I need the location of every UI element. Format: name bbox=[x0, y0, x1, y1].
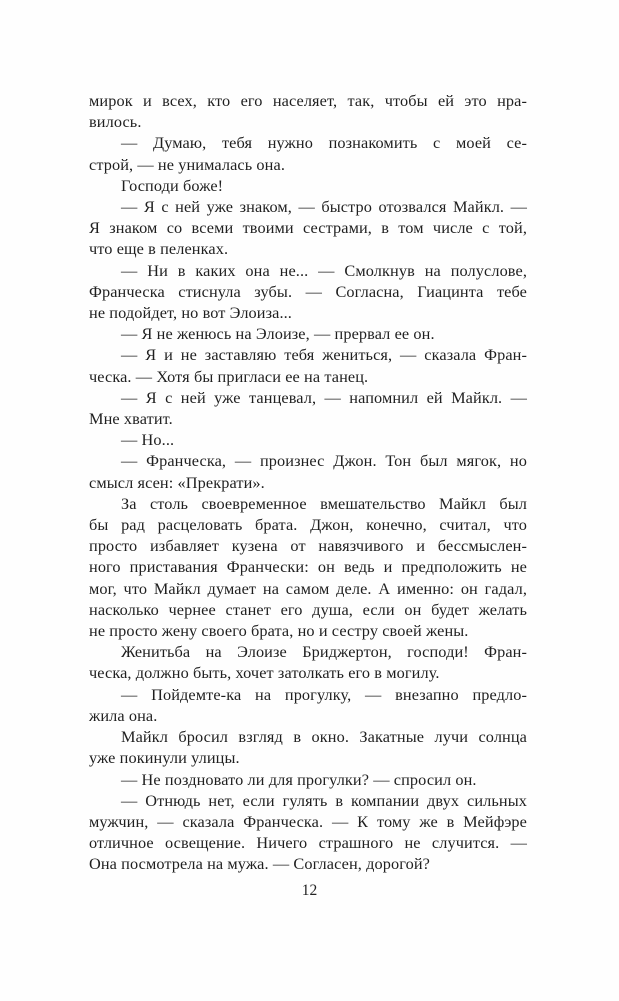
text-line: За столь своевременное вмешательство Майкл был bbox=[121, 493, 527, 513]
paragraph bbox=[89, 260, 527, 324]
text-line: Господи боже! bbox=[121, 175, 224, 195]
text-line: не просто жену своего брата, но и сестру своей жены. bbox=[89, 621, 469, 641]
text-line: Она посмотрела на мужа. — Согласен, дорогой? bbox=[89, 854, 430, 874]
text-line: — Не поздновато ли для прогулки? — спросил он. bbox=[121, 769, 477, 789]
text-line: — Но... bbox=[121, 430, 175, 450]
paragraph bbox=[89, 450, 527, 492]
text-line: Мне хватит. bbox=[89, 409, 173, 429]
text-line: — Я с ней уже знаком, — быстро отозвался Майкл. — bbox=[121, 197, 527, 217]
text-line: — Я с ней уже танцевал, — напомнил ей Майкл. — bbox=[121, 387, 527, 407]
text-line: что еще в пеленках. bbox=[89, 239, 229, 259]
text-line: мирок и всех, кто его населяет, так, чтобы ей это нра- bbox=[89, 91, 527, 110]
text-line: уже покинули улицы. bbox=[89, 748, 240, 768]
paragraph bbox=[89, 641, 527, 683]
paragraph bbox=[89, 132, 527, 174]
paragraph bbox=[89, 175, 527, 196]
paragraph bbox=[89, 429, 527, 450]
text-line: отличное освещение. Ничего страшного не случится. — bbox=[89, 833, 527, 853]
paragraph bbox=[89, 387, 527, 429]
text-line: ного приставания Франчески: он ведь и предположить не bbox=[89, 557, 527, 577]
text-line: не подойдет, но вот Элоиза... bbox=[89, 303, 292, 323]
text-line: — Я и не заставляю тебя жениться, — сказала Фран- bbox=[121, 345, 527, 365]
paragraph bbox=[89, 196, 527, 260]
text-line: бы рад расцеловать брата. Джон, конечно, считал, что bbox=[89, 515, 527, 535]
text-line: — Ни в каких она не... — Смолкнув на полуслове, bbox=[121, 260, 527, 280]
paragraph bbox=[89, 769, 527, 790]
text-line: Женитьба на Элоизе Бриджертон, господи! Фран- bbox=[121, 642, 527, 662]
text-line: жила она. bbox=[89, 705, 158, 725]
page-number: 12 bbox=[301, 882, 318, 899]
text-line: ческа. — Хотя бы пригласи ее на танец. bbox=[89, 366, 369, 386]
paragraph bbox=[89, 344, 527, 386]
text-line: — Франческа, — произнес Джон. Тон был мягок, но bbox=[121, 451, 527, 471]
text-line: просто избавляет кузена от навязчивого и бессмыслен- bbox=[89, 536, 527, 556]
paragraph bbox=[89, 493, 527, 641]
text-line: Майкл бросил взгляд в окно. Закатные лучи солнца bbox=[121, 727, 527, 747]
text-line: — Думаю, тебя нужно познакомить с моей се- bbox=[121, 133, 527, 153]
text-line: смысл ясен: «Прекрати». bbox=[89, 472, 265, 492]
paragraph bbox=[89, 684, 527, 726]
paragraph bbox=[89, 90, 527, 132]
text-line: — Пойдемте-ка на прогулку, — внезапно предло- bbox=[121, 684, 527, 704]
text-line: — Я не женюсь на Элоизе, — прервал ее он. bbox=[121, 324, 435, 344]
paragraph bbox=[89, 726, 527, 768]
paragraph bbox=[89, 790, 527, 875]
text-line: насколько чернее станет его душа, если он будет желать bbox=[89, 599, 527, 619]
page-text bbox=[89, 0, 527, 875]
text-line: мужчин, — сказала Франческа. — К тому же в Мейфэре bbox=[89, 811, 527, 831]
text-line: строй, — не унималась она. bbox=[89, 154, 285, 174]
text-line: Франческа стиснула зубы. — Согласна, Гиацинта тебе bbox=[89, 281, 527, 301]
paragraph bbox=[89, 323, 527, 344]
text-line: Я знаком со всеми твоими сестрами, в том числе с той, bbox=[89, 218, 527, 238]
text-line: ческа, должно быть, хочет затолкать его в могилу. bbox=[89, 663, 440, 683]
text-line: вилось. bbox=[89, 112, 142, 132]
text-line: — Отнюдь нет, если гулять в компании двух сильных bbox=[121, 790, 527, 810]
text-line: мог, что Майкл думает на самом деле. А именно: он гадал, bbox=[89, 578, 527, 598]
